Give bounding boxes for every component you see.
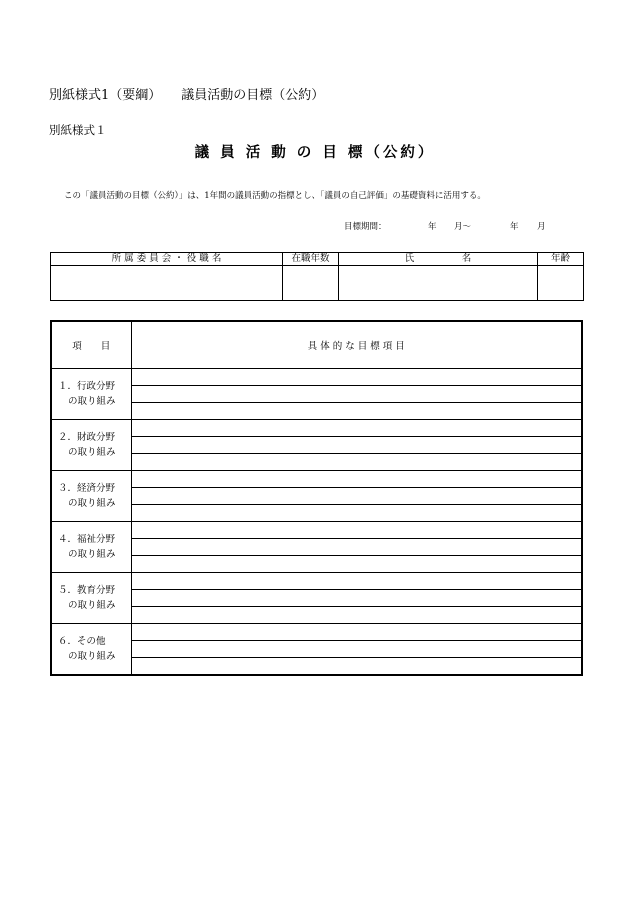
goal-row — [51, 556, 582, 573]
goal-row — [51, 539, 582, 556]
goal-entry-line[interactable] — [131, 454, 582, 471]
period-end-month: 月 — [537, 222, 546, 232]
goal-row — [51, 573, 582, 590]
goal-entry-line[interactable] — [131, 471, 582, 488]
goal-row — [51, 522, 582, 539]
document-header — [49, 84, 324, 103]
goal-row — [51, 590, 582, 607]
goal-entry-line[interactable] — [131, 505, 582, 522]
period-start-year: 年 — [428, 222, 437, 232]
goal-category-number: ４．福祉分野 — [58, 534, 116, 545]
goal-category-suffix: の取り組み — [68, 396, 116, 407]
goal-entry-line[interactable] — [131, 420, 582, 437]
page-title: 議 員 活 動 の 目 標（公約） — [194, 144, 436, 161]
goal-category — [51, 522, 131, 573]
header-item: 項 目 — [51, 321, 131, 369]
goal-entry-line[interactable] — [131, 607, 582, 624]
intro-text: この「議員活動の目標（公約）」は、1年間の議員活動の指標とし、「議員の自己評価」の基礎資料に活用する。 — [64, 191, 486, 201]
goal-entry-line[interactable] — [131, 386, 582, 403]
goal-category-number: ２．財政分野 — [58, 432, 116, 443]
years-in-office-field[interactable] — [283, 266, 339, 301]
goal-row — [51, 624, 582, 641]
goal-row — [51, 454, 582, 471]
header-title: 議員活動の目標（公約） — [181, 88, 325, 103]
goal-category — [51, 471, 131, 522]
goal-row — [51, 403, 582, 420]
goal-entry-line[interactable] — [131, 624, 582, 641]
goal-entry-line[interactable] — [131, 539, 582, 556]
goal-category-suffix: の取り組み — [68, 651, 116, 662]
header-form-ref: 別紙様式1（要綱） — [49, 88, 162, 103]
form-label: 別紙様式１ — [49, 123, 107, 137]
goal-row — [51, 641, 582, 658]
goal-entry-line[interactable] — [131, 369, 582, 386]
goal-category — [51, 420, 131, 471]
goal-row — [51, 658, 582, 676]
goal-category-suffix: の取り組み — [68, 600, 116, 611]
goal-category — [51, 624, 131, 676]
goal-category-suffix: の取り組み — [68, 447, 116, 458]
goal-category-suffix: の取り組み — [68, 498, 116, 509]
age-field[interactable] — [538, 266, 584, 301]
goal-entry-line[interactable] — [131, 403, 582, 420]
goal-category — [51, 573, 131, 624]
goal-entry-line[interactable] — [131, 658, 582, 676]
goals-table — [50, 320, 583, 676]
goal-category-number: ３．経済分野 — [58, 483, 116, 494]
goal-entry-line[interactable] — [131, 641, 582, 658]
name-field[interactable] — [339, 266, 538, 301]
goal-row — [51, 386, 582, 403]
goal-entry-line[interactable] — [131, 437, 582, 454]
goal-entry-line[interactable] — [131, 590, 582, 607]
goal-row — [51, 369, 582, 386]
goal-row — [51, 488, 582, 505]
period-start-month: 月～ — [454, 222, 472, 232]
goal-row — [51, 607, 582, 624]
header-specific-goals: 具 体 的 な 目 標 項 目 — [131, 321, 582, 369]
goal-entry-line[interactable] — [131, 573, 582, 590]
member-info-table — [50, 252, 584, 301]
header-years-in-office: 在職年数 — [283, 253, 339, 266]
period-end-year: 年 — [510, 222, 519, 232]
header-name: 氏 名 — [339, 253, 538, 266]
goal-category-number: １．行政分野 — [58, 381, 116, 392]
goal-entry-line[interactable] — [131, 488, 582, 505]
goal-category-number: ５．教育分野 — [58, 585, 116, 596]
goal-entry-line[interactable] — [131, 522, 582, 539]
goal-row — [51, 437, 582, 454]
goal-entry-line[interactable] — [131, 556, 582, 573]
goal-row — [51, 505, 582, 522]
goal-category — [51, 369, 131, 420]
header-committee-position: 所 属 委 員 会 ・ 役 職 名 — [51, 253, 283, 266]
goal-category-suffix: の取り組み — [68, 549, 116, 560]
period-label: 目標期間： — [344, 222, 387, 232]
header-age: 年齢 — [538, 253, 584, 266]
goal-row — [51, 420, 582, 437]
committee-position-field[interactable] — [51, 266, 283, 301]
goal-row — [51, 471, 582, 488]
goal-category-number: ６．その他 — [58, 636, 106, 647]
